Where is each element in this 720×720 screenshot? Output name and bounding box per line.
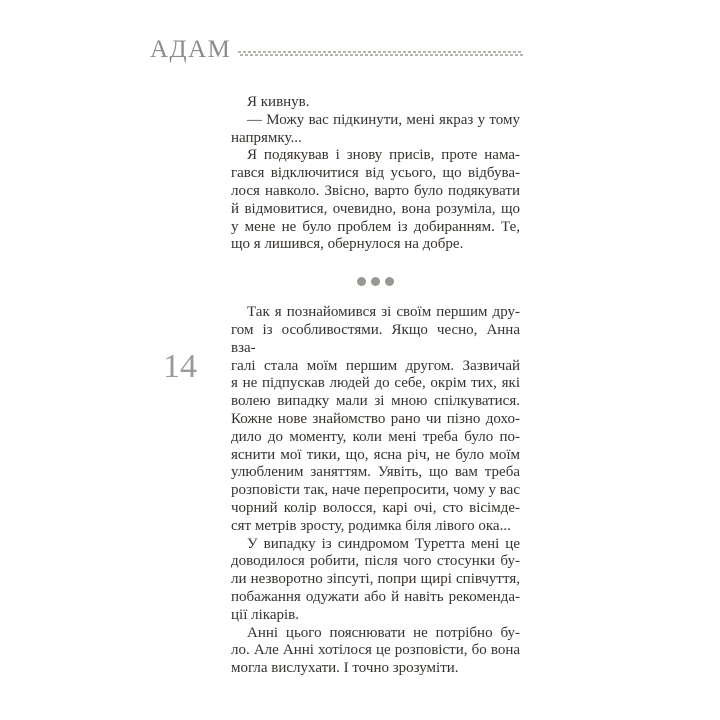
text-line: Я кивнув. [247,94,310,110]
text-line: улюбленим заняттям. Уявіть, що вам треба [231,464,520,481]
paragraph [231,147,520,254]
text-line: ли незворотно зіпсуті, попри щирі співчуття, [231,571,520,588]
text-line: Анні цього пояснювати не потрібно бу- [247,624,520,641]
text-line: чорний колір волосся, карі очі, сто вісімде- [231,499,520,516]
text-line: Я подякував і знову присів, проте нама- [247,147,520,164]
text-line: яснити мої тики, що, ясна річ, не було моїм [231,446,520,463]
paragraph [231,94,520,112]
text-line: у мене не було проблем із добиранням. Те, [231,218,520,235]
text-line: Кожне нове знайомство рано чи пізно дохо- [231,410,520,427]
paragraph [231,625,520,678]
paragraph [231,536,520,625]
paragraph [231,304,520,535]
text-line: У випадку із синдромом Туретта мені це [247,535,520,552]
chapter-title: АДАМ [150,36,232,63]
text-line: напрямку... [231,129,302,146]
text-line: Так я познайомився зі своїм першим дру- [247,304,520,321]
paragraph [231,112,520,148]
text-line: розповісти так, наче перепросити, чому у вас [231,482,520,499]
stitch-divider [238,51,523,56]
text-line: я не підпускав людей до себе, окрім тих, які [231,375,520,392]
text-line: волею випадку мали зі мною спілкуватися. [231,393,520,410]
text-line: гом із особливостями. Якщо чесно, Анна вза- [231,321,520,356]
text-line: сят метрів зросту, родимка біля лівого ока... [231,517,511,534]
text-line: могла вислухати. І точно зрозуміти. [231,660,459,677]
dot-icon [385,277,394,286]
text-line: лося навколо. Звісно, варто було подякувати [231,182,520,199]
text-column [231,94,520,678]
text-line: дило до моменту, коли мені треба було по- [231,428,520,445]
text-line: побажання одужати або й навіть рекоменда- [231,588,520,605]
page-number: 14 [163,348,197,385]
text-line: — Можу вас підкинути, мені якраз у тому [247,111,520,128]
text-line: ло. Але Анні хотілося це розповісти, бо вона [231,642,520,659]
dot-icon [371,277,380,286]
text-line: гався відключитися від усього, що відбува- [231,165,520,182]
section-separator [231,276,520,286]
dot-icon [357,277,366,286]
text-line: ції лікарів. [231,606,299,623]
text-line: що я лишився, обернулося на добре. [231,236,464,253]
text-line: доводилося робити, після чого стосунки бу- [231,553,520,570]
text-line: галі стала моїм першим другом. Зазвичай [231,357,520,374]
text-line: й відмовитися, очевидно, вона розуміла, що [231,200,520,217]
